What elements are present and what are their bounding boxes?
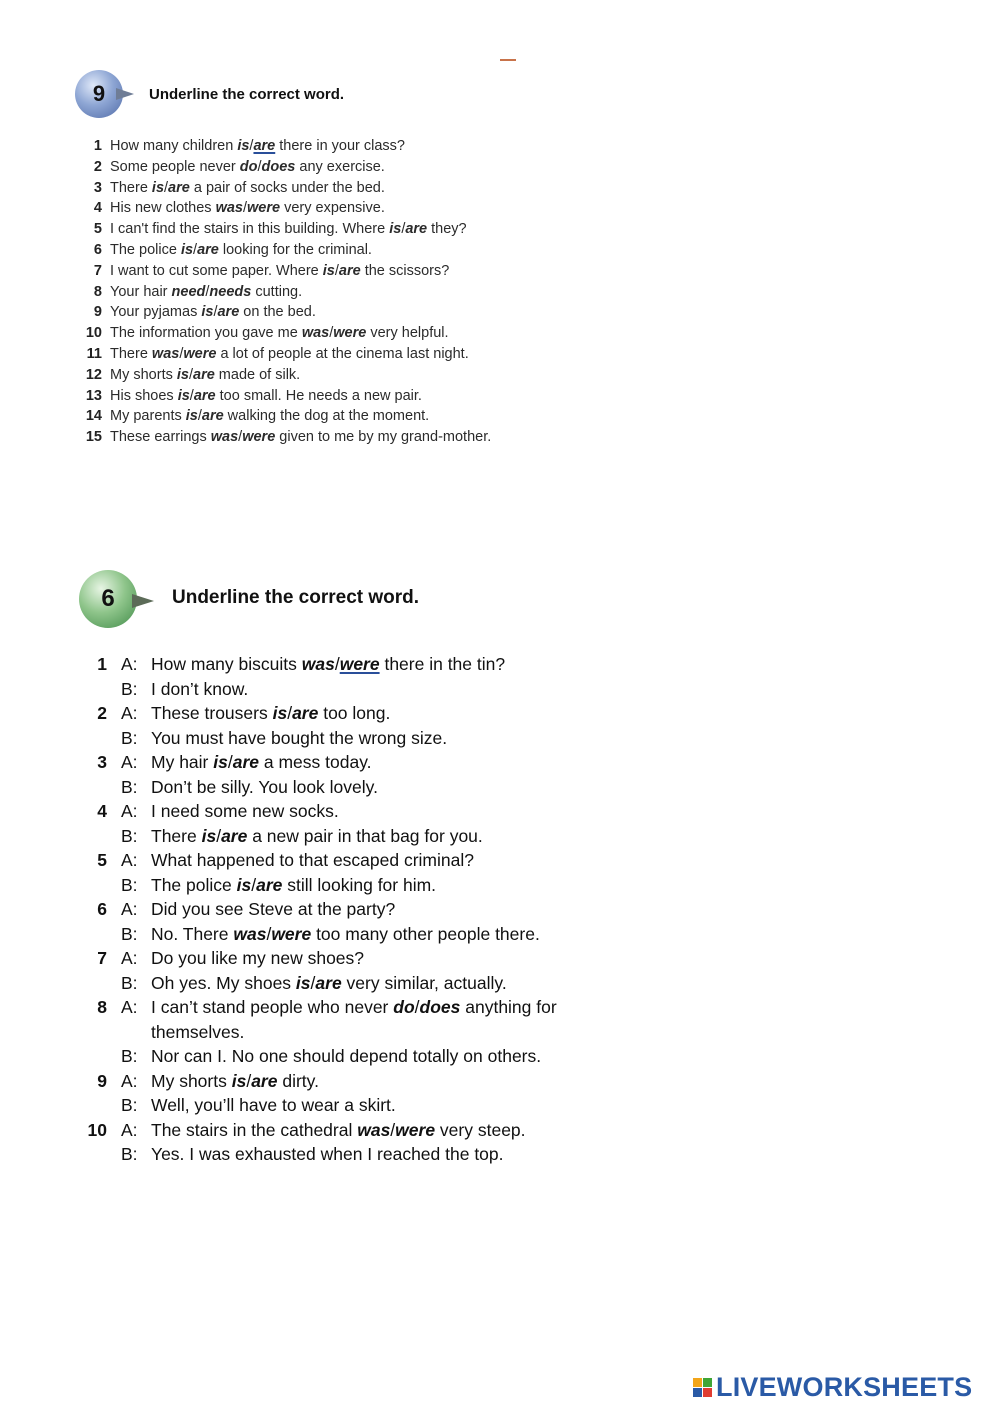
answer-option[interactable]: is — [236, 874, 252, 895]
sentence-text: / — [287, 703, 293, 723]
speaker-label: B: — [121, 825, 138, 846]
item-sentence — [110, 344, 469, 365]
dialogue-line — [80, 1044, 620, 1069]
answer-option[interactable]: was — [233, 923, 267, 944]
answer-option[interactable]: was — [357, 1119, 391, 1140]
sentence-text: I can’t stand people who never — [151, 997, 394, 1017]
sentence-text: they? — [427, 221, 467, 238]
item-sentence — [110, 198, 385, 219]
sentence-text: anything for themselves. — [151, 997, 557, 1042]
answer-option[interactable]: is — [201, 304, 214, 321]
dialogue-text — [151, 897, 620, 922]
exercise-6-number: 6 — [101, 585, 115, 612]
sentence-text: Don’t be silly. You look lovely. — [151, 776, 378, 797]
item-number: 1 — [97, 654, 107, 674]
dialogue-line — [80, 946, 620, 971]
exercise-9-item — [75, 282, 495, 303]
sentence-text: What happened to that escaped criminal? — [151, 850, 474, 870]
dialogue-text — [151, 750, 620, 775]
sentence-text: Well, you’ll have to wear a skirt. — [151, 1095, 396, 1115]
sentence-text: Your hair — [110, 283, 172, 300]
answer-option[interactable]: is — [389, 221, 402, 238]
sentence-text: Oh yes. My shoes — [151, 972, 296, 993]
exercise-9-item — [75, 406, 495, 427]
exercise-9-item — [75, 219, 495, 240]
answer-option[interactable]: are — [221, 825, 248, 846]
answer-option[interactable]: does — [261, 158, 296, 175]
exercise-9-item — [75, 136, 495, 157]
logo-square — [703, 1388, 712, 1397]
sentence-text: / — [249, 138, 254, 154]
dialogue-text — [151, 799, 620, 824]
item-number: 8 — [97, 997, 107, 1017]
dialogue-text — [151, 848, 620, 873]
sentence-text: My parents — [110, 408, 186, 425]
sentence-text: on the bed. — [239, 304, 316, 321]
item-number — [80, 824, 107, 849]
exercise-9-item — [75, 427, 495, 448]
sentence-text: too small. He needs a new pair. — [215, 387, 422, 404]
sentence-text: too long. — [318, 703, 391, 723]
sentence-text: The stairs in the cathedral — [151, 1119, 358, 1140]
sentence-text: a lot of people at the cinema last night. — [216, 345, 469, 362]
item-number: 7 — [93, 262, 102, 279]
sentence-text: / — [205, 283, 210, 300]
sentence-text: / — [243, 200, 248, 217]
speaker-label: A: — [121, 899, 138, 919]
item-number: 10 — [85, 325, 102, 342]
answer-option[interactable]: was — [301, 654, 335, 674]
speaker-label: A: — [121, 850, 138, 870]
dialogue-line — [80, 897, 620, 922]
speaker-label: B: — [121, 1095, 138, 1115]
item-sentence — [110, 136, 405, 157]
sentence-text: very similar, actually. — [341, 972, 507, 993]
sentence-text: still looking for him. — [282, 874, 437, 895]
sentence-text: My shorts — [151, 1070, 232, 1091]
item-sentence — [110, 427, 491, 448]
exercise-9-item — [75, 157, 495, 178]
page-mark — [500, 59, 516, 61]
answer-option[interactable]: are — [256, 874, 283, 895]
sentence-text: too many other people there. — [311, 923, 540, 944]
sentence-text: How many children — [110, 138, 238, 154]
answer-option[interactable]: are — [197, 241, 219, 258]
answer-option[interactable]: is — [237, 138, 250, 154]
sentence-text: / — [164, 179, 169, 196]
sentence-text: very steep. — [435, 1119, 526, 1140]
sentence-text: Yes. I was exhausted when I reached the top. — [151, 1144, 504, 1164]
item-number: 4 — [93, 200, 102, 217]
sentence-text: given to me by my grand-mother. — [275, 429, 492, 446]
item-number: 9 — [93, 304, 102, 321]
dialogue-text — [151, 677, 620, 702]
answer-option[interactable]: is — [201, 825, 217, 846]
sentence-text: The information you gave me — [110, 325, 302, 342]
sentence-text: / — [390, 1119, 396, 1140]
answer-option[interactable]: do — [239, 158, 258, 175]
item-number: 2 — [97, 703, 107, 723]
answer-option[interactable]: needs — [209, 283, 252, 300]
sentence-text: I want to cut some paper. Where — [110, 262, 323, 279]
answer-option[interactable]: is — [295, 972, 311, 993]
answer-option[interactable]: were — [242, 429, 276, 446]
answer-option[interactable]: is — [177, 387, 190, 404]
item-sentence — [110, 178, 385, 199]
answer-option[interactable]: are — [168, 179, 190, 196]
sentence-text: very helpful. — [366, 325, 449, 342]
item-number: 10 — [87, 1119, 107, 1140]
sentence-text: / — [246, 1070, 252, 1091]
dialogue-line — [80, 971, 620, 996]
sentence-text: walking the dog at the moment. — [223, 408, 430, 425]
dialogue-text — [151, 946, 620, 971]
speaker-label: A: — [121, 948, 138, 968]
dialogue-line — [80, 1069, 620, 1094]
speaker-label: B: — [121, 1046, 138, 1066]
speaker-label: B: — [121, 874, 138, 895]
item-number: 1 — [93, 138, 102, 154]
sentence-text: / — [213, 304, 218, 321]
sentence-text: dirty. — [277, 1070, 319, 1091]
speaker-label: B: — [121, 923, 138, 944]
answer-option[interactable]: are — [405, 221, 428, 238]
answer-option[interactable]: were — [183, 345, 217, 362]
speaker-label: A: — [121, 703, 138, 723]
answer-option[interactable]: is — [213, 752, 228, 772]
sentence-text: / — [401, 221, 406, 238]
sentence-text: made of silk. — [214, 366, 301, 383]
answer-option[interactable]: was — [151, 345, 180, 362]
dialogue-line — [80, 1118, 620, 1143]
item-number — [80, 726, 107, 751]
answer-option[interactable]: is — [231, 1070, 247, 1091]
answer-option[interactable]: are — [193, 387, 216, 404]
answer-option[interactable]: is — [322, 262, 335, 279]
speaker-label: A: — [121, 654, 138, 674]
item-number: 6 — [97, 899, 107, 919]
sentence-text: / — [179, 345, 184, 362]
answer-option[interactable]: is — [180, 241, 194, 258]
dialogue-text — [151, 995, 620, 1044]
sentence-text: a mess today. — [259, 752, 372, 772]
item-number: 4 — [97, 801, 107, 821]
dialogue-line — [80, 824, 620, 849]
exercise-9-list — [75, 136, 495, 448]
speaker-label: A: — [121, 801, 138, 821]
sentence-text: / — [188, 366, 193, 383]
item-sentence — [110, 302, 316, 323]
answer-option[interactable]: are — [251, 1070, 278, 1091]
dialogue-text — [151, 1118, 620, 1143]
sentence-text: / — [238, 429, 243, 446]
speaker-label: A: — [121, 1119, 138, 1140]
liveworksheets-logo[interactable] — [693, 1372, 972, 1403]
answer-option[interactable]: are — [232, 752, 259, 772]
item-sentence — [110, 282, 302, 303]
sentence-text: / — [414, 997, 420, 1017]
speaker-label: B: — [121, 678, 138, 699]
dialogue-text — [151, 775, 620, 800]
dialogue-text — [151, 922, 620, 947]
exercise-9-number: 9 — [92, 81, 106, 106]
sentence-text: / — [216, 825, 222, 846]
sentence-text: I can't find the stairs in this building. Where — [110, 221, 390, 238]
sentence-text: a new pair in that bag for you. — [247, 825, 483, 846]
item-number: 3 — [97, 752, 107, 772]
logo-text: LIVEWORKSHEETS — [716, 1372, 973, 1402]
speaker-label: B: — [121, 776, 138, 797]
exercise-6-badge — [79, 570, 137, 628]
answer-option[interactable]: is — [176, 366, 189, 383]
answer-option[interactable]: were — [247, 200, 281, 217]
logo-square — [703, 1378, 712, 1387]
dialogue-text — [151, 1044, 620, 1069]
dialogue-line — [80, 750, 620, 775]
dialogue-text — [151, 971, 620, 996]
sentence-text: These trousers — [151, 703, 273, 723]
sentence-text: His shoes — [110, 387, 178, 404]
answer-option[interactable]: are — [338, 262, 361, 279]
answer-option[interactable]: are — [292, 703, 319, 723]
sentence-text: the scissors? — [360, 262, 450, 279]
sentence-text: No. There — [151, 923, 234, 944]
dialogue-line — [80, 995, 620, 1044]
item-number: 6 — [93, 241, 102, 258]
dialogue-line — [80, 726, 620, 751]
exercise-6-title: Underline the correct word. — [172, 587, 420, 608]
sentence-text: My hair — [151, 752, 214, 772]
dialogue-text — [151, 652, 620, 677]
answer-option[interactable]: are — [217, 304, 240, 321]
sentence-text: These earrings — [110, 429, 211, 446]
sentence-text: / — [227, 752, 233, 772]
speaker-label: A: — [121, 752, 138, 772]
item-sentence — [110, 386, 422, 407]
sentence-text: / — [334, 262, 339, 279]
item-sentence — [110, 365, 300, 386]
exercise-9-badge-arrow-icon — [116, 88, 134, 100]
speaker-label: B: — [121, 1144, 138, 1164]
sentence-text: very expensive. — [280, 200, 385, 217]
sentence-text: There — [151, 825, 202, 846]
answer-option[interactable]: was — [215, 200, 243, 217]
sentence-text: / — [266, 923, 272, 944]
sentence-text: / — [251, 874, 257, 895]
dialogue-line — [80, 1142, 620, 1167]
answer-option[interactable]: do — [393, 997, 415, 1017]
answer-option[interactable]: need — [171, 283, 206, 300]
dialogue-text — [151, 1142, 620, 1167]
speaker-label: A: — [121, 997, 138, 1017]
logo-square — [693, 1388, 702, 1397]
sentence-text: Nor can I. No one should depend totally on others. — [151, 1046, 542, 1066]
answer-option-selected[interactable]: are — [253, 138, 276, 154]
sentence-text: there in the tin? — [379, 654, 506, 674]
logo-square — [693, 1378, 702, 1387]
item-sentence — [110, 406, 429, 427]
sentence-text: My shorts — [110, 366, 177, 383]
sentence-text: I don’t know. — [151, 678, 249, 699]
item-number — [80, 971, 107, 996]
exercise-9-item — [75, 302, 495, 323]
answer-option[interactable]: was — [301, 325, 330, 342]
item-sentence — [110, 240, 372, 261]
speaker-label: B: — [121, 727, 138, 748]
sentence-text: any exercise. — [295, 158, 385, 175]
answer-option[interactable]: is — [272, 703, 288, 723]
exercise-9-item — [75, 386, 495, 407]
sentence-text: a pair of socks under the bed. — [189, 179, 385, 196]
answer-option[interactable]: were — [395, 1119, 436, 1140]
sentence-text: His new clothes — [110, 200, 216, 217]
item-number: 13 — [85, 387, 102, 404]
item-sentence — [110, 261, 449, 282]
sentence-text: / — [197, 408, 202, 425]
sentence-text: The police — [110, 241, 181, 258]
item-number — [80, 873, 107, 898]
dialogue-line — [80, 701, 620, 726]
exercise-9-title: Underline the correct word. — [149, 86, 345, 103]
dialogue-text — [151, 1093, 620, 1118]
item-number — [80, 1093, 107, 1118]
exercise-9-item — [75, 365, 495, 386]
sentence-text: Do you like my new shoes? — [151, 948, 365, 968]
answer-option[interactable]: does — [419, 997, 461, 1017]
item-number: 11 — [86, 345, 102, 362]
exercise-9-item — [75, 323, 495, 344]
sentence-text: How many biscuits — [151, 654, 302, 674]
dialogue-text — [151, 701, 620, 726]
sentence-text: There — [110, 179, 152, 196]
item-number — [80, 1044, 107, 1069]
sentence-text: there in your class? — [275, 138, 405, 154]
answer-option[interactable]: is — [151, 179, 165, 196]
dialogue-line — [80, 873, 620, 898]
answer-option[interactable]: are — [193, 366, 215, 383]
item-number: 5 — [97, 850, 107, 870]
sentence-text: / — [334, 654, 340, 674]
answer-option[interactable]: are — [201, 408, 224, 425]
sentence-text: The police — [151, 874, 237, 895]
dialogue-line — [80, 1093, 620, 1118]
exercise-9-item — [75, 240, 495, 261]
answer-option[interactable]: was — [210, 429, 239, 446]
sentence-text: / — [189, 387, 194, 404]
sentence-text: I need some new socks. — [151, 801, 339, 821]
speaker-label: A: — [121, 1070, 138, 1091]
item-number — [80, 922, 107, 947]
dialogue-line — [80, 922, 620, 947]
answer-option-selected[interactable]: were — [339, 654, 380, 674]
sentence-text: Your pyjamas — [110, 304, 202, 321]
item-number: 15 — [85, 429, 102, 446]
sentence-text: / — [329, 325, 334, 342]
dialogue-line — [80, 677, 620, 702]
item-number: 5 — [93, 221, 102, 238]
dialogue-line — [80, 652, 620, 677]
answer-option[interactable]: is — [185, 408, 198, 425]
item-number: 7 — [97, 948, 107, 968]
exercise-6-badge-arrow-icon — [132, 594, 154, 608]
sentence-text: / — [257, 158, 262, 175]
sentence-text: You must have bought the wrong size. — [151, 727, 448, 748]
dialogue-text — [151, 873, 620, 898]
sentence-text: / — [193, 241, 198, 258]
exercise-9-item — [75, 261, 495, 282]
item-number — [80, 1142, 107, 1167]
sentence-text: Some people never — [110, 158, 240, 175]
item-sentence — [110, 219, 467, 240]
exercise-9-item — [75, 178, 495, 199]
item-number — [80, 775, 107, 800]
sentence-text: / — [310, 972, 316, 993]
sentence-text: cutting. — [251, 283, 303, 300]
liveworksheets-logo-icon — [693, 1378, 712, 1397]
item-number — [80, 677, 107, 702]
answer-option[interactable]: were — [271, 923, 312, 944]
dialogue-line — [80, 799, 620, 824]
item-sentence — [110, 323, 449, 344]
item-number: 14 — [85, 408, 102, 425]
item-number: 2 — [93, 158, 102, 175]
answer-option[interactable]: were — [333, 325, 367, 342]
exercise-9-item — [75, 344, 495, 365]
dialogue-text — [151, 1069, 620, 1094]
dialogue-text — [151, 726, 620, 751]
dialogue-line — [80, 848, 620, 873]
item-number: 12 — [85, 366, 102, 383]
exercise-6-list — [80, 652, 620, 1167]
sentence-text: looking for the criminal. — [218, 241, 372, 258]
sentence-text: There — [110, 345, 152, 362]
item-number: 3 — [93, 179, 102, 196]
speaker-label: B: — [121, 972, 138, 993]
item-sentence — [110, 157, 385, 178]
sentence-text: Did you see Steve at the party? — [151, 899, 396, 919]
item-number: 9 — [97, 1070, 107, 1091]
item-number: 8 — [93, 283, 102, 300]
dialogue-text — [151, 824, 620, 849]
exercise-9-item — [75, 198, 495, 219]
answer-option[interactable]: are — [315, 972, 342, 993]
dialogue-line — [80, 775, 620, 800]
